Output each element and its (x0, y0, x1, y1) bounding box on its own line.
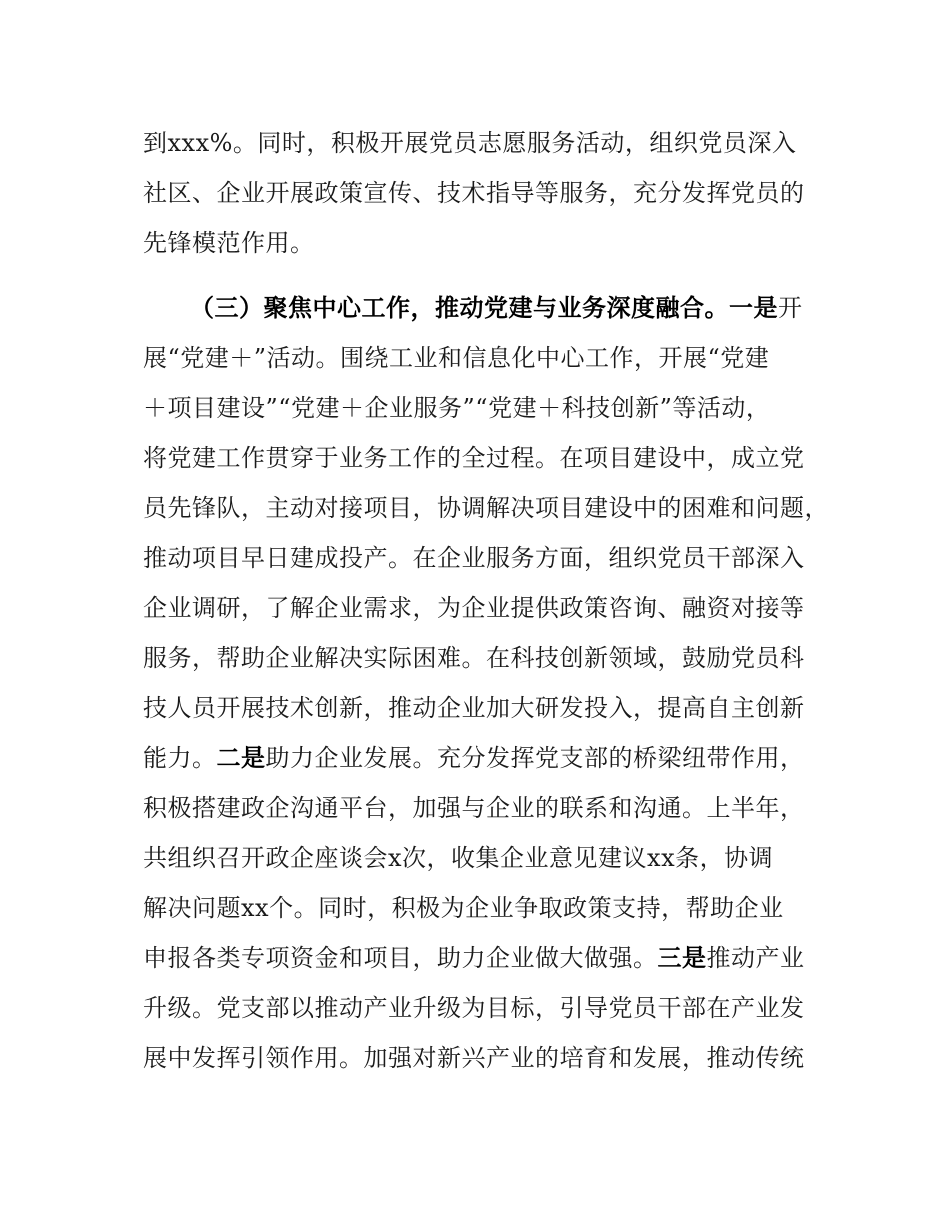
text-line-14: 积极搭建政企沟通平台，加强与企业的联系和沟通。上半年， (143, 794, 805, 822)
text-line-10: 企业调研，了解企业需求，为企业提供政策咨询、融资对接等 (143, 594, 805, 622)
text-line-17: 申报各类专项资金和项目，助力企业做大做强。三是推动产业 (143, 944, 805, 972)
text-line-6: ＋项目建设”“党建＋企业服务”“党建＋科技创新”等活动， (143, 394, 771, 422)
text-line-12: 技人员开展技术创新，推动企业加大研发投入，提高自主创新 (143, 694, 805, 722)
emphasis-third: 三是 (657, 944, 707, 972)
section-heading-line: （三）聚焦中心工作，推动党建与业务深度融合。一是开 (190, 294, 803, 322)
text-line-15: 共组织召开政企座谈会x次，收集企业意见建议xx条，协调 (143, 844, 774, 872)
section-heading: （三）聚焦中心工作，推动党建与业务深度融合。一是 (190, 294, 778, 322)
text-line-5: 展“党建＋”活动。围绕工业和信息化中心工作，开展“党建 (143, 344, 770, 372)
text-line-2: 社区、企业开展政策宣传、技术指导等服务，充分发挥党员的 (143, 179, 805, 207)
emphasis-second: 二是 (216, 744, 266, 772)
text-line-9: 推动项目早日建成投产。在企业服务方面，组织党员干部深入 (143, 544, 805, 572)
text-line-16: 解决问题xx个。同时，积极为企业争取政策支持，帮助企业 (143, 894, 784, 922)
text-line-13: 能力。二是助力企业发展。充分发挥党支部的桥梁纽带作用， (143, 744, 805, 772)
text-line-1: 到xxx%。同时，积极开展党员志愿服务活动，组织党员深入 (143, 129, 797, 157)
text-line-7: 将党建工作贯穿于业务工作的全过程。在项目建设中，成立党 (143, 444, 805, 472)
text-line-3: 先锋模范作用。 (143, 229, 315, 257)
text-line-8: 员先锋队，主动对接项目，协调解决项目建设中的困难和问题， (143, 494, 829, 522)
text-line-11: 服务，帮助企业解决实际困难。在科技创新领域，鼓励党员科 (143, 644, 805, 672)
text-line-18: 升级。党支部以推动产业升级为目标，引导党员干部在产业发 (143, 994, 805, 1022)
text-line-19: 展中发挥引领作用。加强对新兴产业的培育和发展，推动传统 (143, 1044, 805, 1072)
